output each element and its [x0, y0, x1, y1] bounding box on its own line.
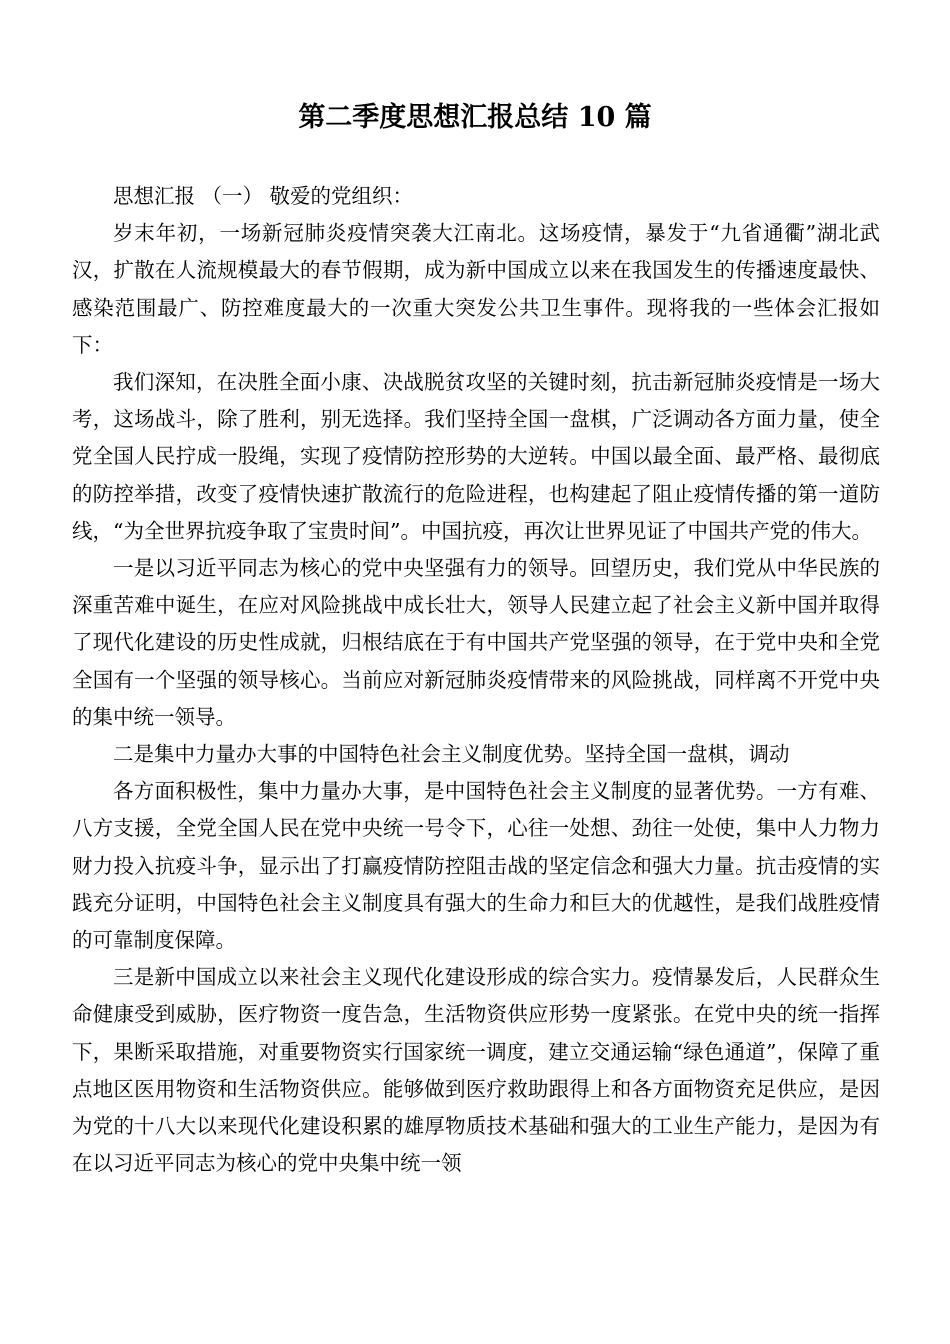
- paragraph-overview: 我们深知，在决胜全面小康、决战脱贫攻坚的关键时刻，抗击新冠肺炎疫情是一场大考，这场战斗，除了胜利，别无选择。我们坚持全国一盘棋，广泛调动各方面力量，使全党全国人民拧成一股绳，实现了疫情防控形势的大逆转。中国以最全面、最严格、最彻底的防控举措，改变了疫情快速扩散流行的危险进程，也构建起了阻止疫情传播的第一道防线，“为全世界抗疫争取了宝贵时间”。中国抗疫，再次让世界见证了中国共产党的伟大。: [72, 370, 880, 543]
- paragraph-point-three: 三是新中国成立以来社会主义现代化建设形成的综合实力。疫情暴发后，人民群众生命健康受到威胁，医疗物资一度告急，生活物资供应形势一度紧张。在党中央的统一指挥下，果断采取措施，对重要物资实行国家统一调度，建立交通运输“绿色通道”，保障了重点地区医用物资和生活物资供应。能够做到医疗救助跟得上和各方面物资充足供应，是因为党的十八大以来现代化建设积累的雄厚物质技术基础和强大的工业生产能力，是因为有在以习近平同志为核心的党中央集中统一领: [72, 965, 880, 1176]
- paragraph-point-two: 二是集中力量办大事的中国特色社会主义制度优势。坚持全国一盘棋，调动: [113, 742, 790, 767]
- paragraph-intro: 岁末年初，一场新冠肺炎疫情突袭大江南北。这场疫情，暴发于“九省通衢”湖北武汉，扩散在人流规模最大的春节假期，成为新中国成立以来在我国发生的传播速度最快、感染范围最广、防控难度最大的一次重大突发公共卫生事件。现将我的一些体会汇报如下：: [72, 221, 880, 357]
- paragraph-point-one: 一是以习近平同志为核心的党中央坚强有力的领导。回望历史，我们党从中华民族的深重苦难中诞生，在应对风险挑战中成长壮大，领导人民建立起了社会主义新中国并取得了现代化建设的历史性成就，归根结底在于有中国共产党坚强的领导，在于党中央和全党全国有一个坚强的领导核心。当前应对新冠肺炎疫情带来的风险挑战，同样离不开党中央的集中统一领导。: [72, 556, 880, 729]
- document-title: 第二季度思想汇报总结 10 篇: [298, 102, 652, 133]
- paragraph-point-two-continued: 各方面积极性，集中力量办大事，是中国特色社会主义制度的显著优势。一方有难、八方支援，全党全国人民在党中央统一号令下，心往一处想、劲往一处使，集中人力物力财力投入抗疫斗争，显示出了打赢疫情防控阻击战的坚定信念和强大力量。抗击疫情的实践充分证明，中国特色社会主义制度具有强大的生命力和巨大的优越性，是我们战胜疫情的可靠制度保障。: [72, 779, 880, 953]
- paragraph-salutation: 思想汇报 （一） 敬爱的党组织：: [113, 184, 414, 208]
- document-body: [72, 178, 880, 1182]
